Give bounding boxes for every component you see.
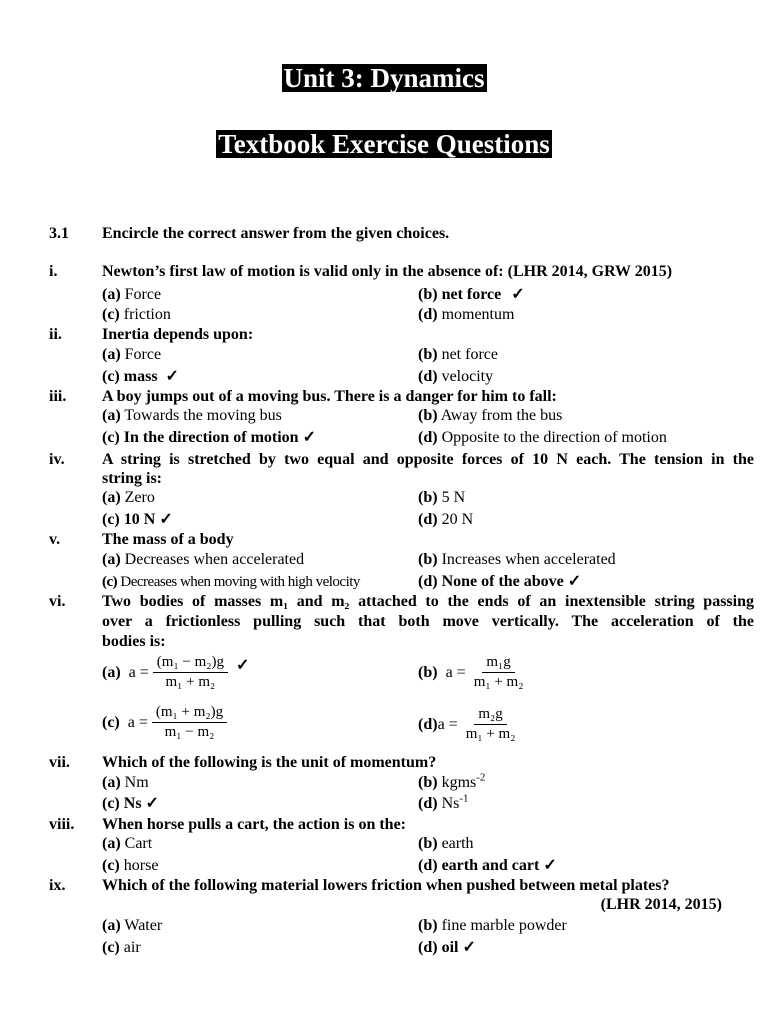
section-number: 3.1 xyxy=(49,225,69,242)
question-number: v. xyxy=(49,531,61,548)
option-b: (b) 5 N xyxy=(418,489,466,506)
question-number: vi. xyxy=(49,593,66,610)
option-b: (b) kgms$^{-2}$ xyxy=(418,771,486,791)
check-icon: ✓ xyxy=(165,368,179,385)
option-a: (a) Towards the moving bus xyxy=(102,407,282,424)
option-a: (a) Water xyxy=(102,917,163,934)
option-d: (d) velocity xyxy=(418,368,494,385)
check-icon: ✓ xyxy=(567,573,582,590)
option-c: (c) friction xyxy=(102,306,171,323)
exercise-title: Textbook Exercise Questions xyxy=(218,129,550,159)
option-a: (a) Zero xyxy=(102,489,155,506)
question-text: Which of the following material lowers friction when pushed between metal plates? xyxy=(102,877,670,894)
question-text-continued: string is: xyxy=(102,470,162,487)
question-text: Newton’s first law of motion is valid only in the absence of: (LHR 2014, GRW 2015) xyxy=(102,263,673,280)
formula-option-c: (c) a = $\frac{\text{(m₁ + m₂)g}}{\text{m₁ − m₂}}$ xyxy=(102,704,227,741)
option-d: (d) $Ns^{-1}$ xyxy=(418,792,469,812)
option-c: (c) Ns ✓ xyxy=(102,795,159,812)
option-b: (b) Away from the bus xyxy=(418,407,563,424)
question-text: Two bodies of masses m₁ and m₂ attached to the ends of an inextensible string passing xyxy=(102,593,754,610)
question-number: vii. xyxy=(49,754,70,771)
option-d: (d) None of the above ✓ xyxy=(418,573,582,590)
check-icon: ✓ xyxy=(462,939,476,956)
question-number: iv. xyxy=(49,451,65,468)
option-c: (c) Decreases when moving with high velocity xyxy=(102,574,360,590)
option-b: (b) net force xyxy=(418,346,498,363)
question-text: Inertia depends upon: xyxy=(102,326,254,343)
option-b: (b) Increases when accelerated xyxy=(418,551,616,568)
question-text-continued: bodies is: xyxy=(102,633,166,650)
option-b: (b) net force ✓ xyxy=(418,286,525,303)
option-c: (c) 10 N ✓ xyxy=(102,511,173,528)
formula-option-a: (a) a = $\frac{\text{(m₁ − m₂)g}}{\text{m₁ + m₂}}$ ✓ xyxy=(102,654,250,690)
option-d: (d) momentum xyxy=(418,306,515,323)
option-d: (d) Opposite to the direction of motion xyxy=(418,429,667,446)
question-text: A boy jumps out of a moving bus. There is a danger for him to fall: xyxy=(102,388,557,405)
option-a: (a) Decreases when accelerated xyxy=(102,551,305,568)
option-c: (c) In the direction of motion ✓ xyxy=(102,429,316,446)
check-icon: ✓ xyxy=(543,857,557,874)
question-number: ix. xyxy=(49,877,66,894)
formula-option-b: (b) a = $\frac{\text{m₁g}}{\text{m₁ + m₂}}$ xyxy=(418,654,524,690)
question-reference: (LHR 2014, 2015) xyxy=(600,896,722,913)
question-number: iii. xyxy=(49,388,67,405)
check-icon: ✓ xyxy=(145,795,159,812)
option-a: (a) Nm xyxy=(102,774,149,791)
section-instruction: Encircle the correct answer from the given choices. xyxy=(102,225,450,242)
question-text: Which of the following is the unit of momentum? xyxy=(102,754,437,771)
option-c: (c) mass ✓ xyxy=(102,368,179,385)
option-d: (d) earth and cart ✓ xyxy=(418,857,557,874)
check-icon: ✓ xyxy=(511,286,525,303)
option-a: (a) Force xyxy=(102,346,162,363)
question-number: viii. xyxy=(49,816,75,833)
formula-option-d: (d) a = $\frac{\text{m₂g}}{\text{m₁ + m₂}}$ xyxy=(418,706,516,742)
option-d: (d) oil ✓ xyxy=(418,939,476,956)
option-a: (a) Force xyxy=(102,286,162,303)
option-c: (c) air xyxy=(102,939,141,956)
question-text: When horse pulls a cart, the action is on the: xyxy=(102,816,406,833)
question-number: ii. xyxy=(49,326,62,343)
option-b: (b) fine marble powder xyxy=(418,917,567,934)
check-icon: ✓ xyxy=(236,656,250,674)
question-number: i. xyxy=(49,263,58,280)
option-a: (a) Cart xyxy=(102,835,153,852)
option-b: (b) earth xyxy=(418,835,474,852)
option-d: (d) 20 N xyxy=(418,511,474,528)
question-text: A string is stretched by two equal and opposite forces of 10 N each. The tension in the xyxy=(102,451,754,468)
question-text: The mass of a body xyxy=(102,531,234,548)
unit-title: Unit 3: Dynamics xyxy=(283,63,485,93)
question-text-continued: over a frictionless pulling such that both move vertically. The acceleration of the xyxy=(102,613,754,630)
check-icon: ✓ xyxy=(302,429,316,446)
check-icon: ✓ xyxy=(159,511,173,528)
option-c: (c) horse xyxy=(102,857,159,874)
